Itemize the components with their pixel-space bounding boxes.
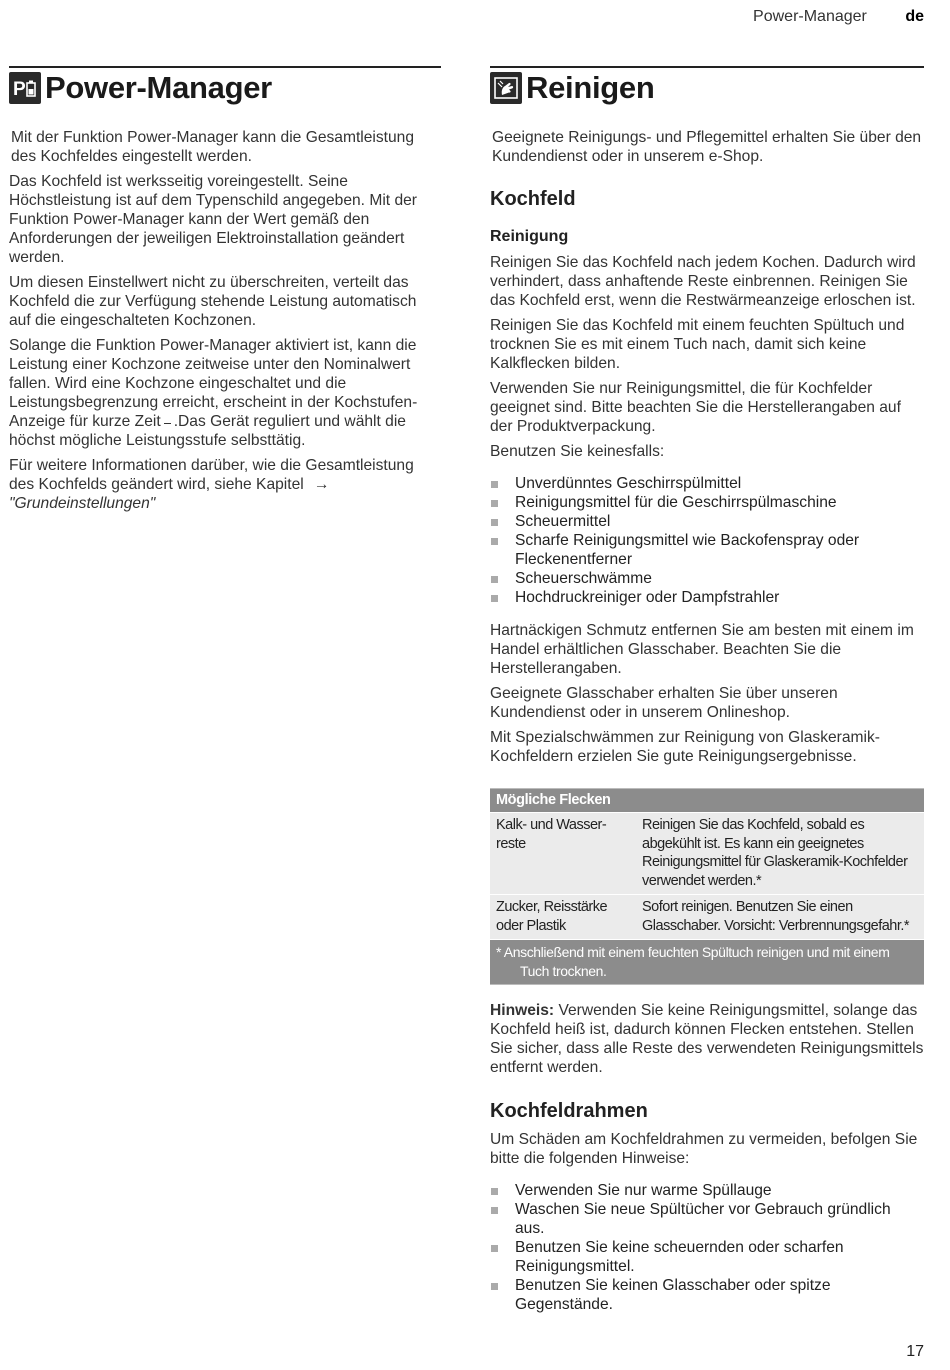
table-row <box>490 812 924 894</box>
section-title: Power-Manager <box>45 70 272 105</box>
section-rule <box>9 66 441 68</box>
list-item: Scheuermittel <box>490 512 924 531</box>
forbidden-cleaners-list <box>490 474 924 607</box>
paragraph: Reinigen Sie das Kochfeld nach jedem Kochen. Dadurch wird verhindert, dass anhaftende Reste einbrennen. Reinigen Sie das Kochfeld erst, wenn die Restwärmeanzeige erloschen ist. <box>490 254 916 309</box>
paragraph: Reinigen Sie das Kochfeld mit einem feuchten Spültuch und trocknen Sie es mit einem Tuch nach, damit sich keine Kalkflecken bilden. <box>490 317 905 372</box>
cleaning-icon <box>490 72 522 104</box>
paragraph <box>9 456 441 513</box>
subheading-reinigung: Reinigung <box>490 228 569 245</box>
table-cell-action: Sofort reinigen. Benutzen Sie einen Glasschaber. Vorsicht: Verbrennungsgefahr.* <box>642 899 910 934</box>
paragraph <box>9 336 441 450</box>
paragraph: Hartnäckigen Schmutz entfernen Sie am besten mit einem im Handel erhältlichen Glasschaber. Beachten Sie die Herstellerangaben. <box>490 622 914 677</box>
subheading-kochfeld: Kochfeld <box>490 188 576 210</box>
list-item: Scheuerschwämme <box>490 569 924 588</box>
table-row <box>490 894 924 939</box>
section-rule <box>490 66 924 68</box>
arrow-icon: → <box>313 476 330 493</box>
paragraph: Das Kochfeld ist werksseitig voreingestellt. Seine Höchstleistung ist auf dem Typenschild angegeben. Mit der Funktion Power-Manager kann der Wert gemäß den Anforderungen der jeweiligen Elektroinstallation geändert werden. <box>9 173 417 266</box>
intro-text: Geeignete Reinigungs- und Pflegemittel erhalten Sie über den Kundendienst oder in unserem e-Shop. <box>492 129 922 165</box>
list-item: Scharfe Reinigungsmittel wie Backofenspray oder Fleckenentferner <box>490 531 924 569</box>
paragraph: Um diesen Einstellwert nicht zu überschreiten, verteilt das Kochfeld die zur Verfügung stehende Leistung automatisch auf die eingeschalteten Kochzonen. <box>9 274 417 329</box>
page-number: 17 <box>906 1343 924 1360</box>
table-footnote: * Anschließend mit einem feuchten Spültuch reinigen und mit einem Tuch trocknen. <box>490 939 924 985</box>
list-item: Hochdruckreiniger oder Dampfstrahler <box>490 588 924 607</box>
paragraph: Benutzen Sie keinesfalls: <box>490 443 665 460</box>
power-manager-icon <box>9 72 41 104</box>
list-item: Unverdünntes Geschirrspülmittel <box>490 474 924 493</box>
table-cell-action: Reinigen Sie das Kochfeld, sobald es abgekühlt ist. Es kann ein geeignetes Reinigungsmittel für Glaskeramik-Kochfelder verwendet werden.* <box>642 817 908 889</box>
frame-care-list <box>490 1181 924 1314</box>
list-item: Waschen Sie neue Spültücher vor Gebrauch gründlich aus. <box>490 1200 924 1238</box>
table-header: Mögliche Flecken <box>490 789 924 812</box>
section-title: Reinigen <box>526 70 655 105</box>
display-dash-symbol <box>164 423 171 424</box>
list-item: Reinigungsmittel für die Geschirrspülmaschine <box>490 493 924 512</box>
left-column <box>9 66 441 513</box>
table-cell-stain: Zucker, Reisstärke oder Plastik <box>496 899 608 934</box>
list-item: Benutzen Sie keinen Glasschaber oder spitze Gegenstände. <box>490 1276 924 1314</box>
intro-text: Mit der Funktion Power-Manager kann die Gesamtleistung des Kochfeldes eingestellt werden. <box>11 129 415 165</box>
note-text: Verwenden Sie keine Reinigungsmittel, solange das Kochfeld heiß ist, dadurch können Flecken entstehen. Stellen Sie sicher, dass alle Reste des verwendeten Reinigungsmittels entfernt werden. <box>490 1002 924 1076</box>
svg-text:P: P <box>13 79 26 100</box>
note-label: Hinweis: <box>490 1002 555 1019</box>
paragraph-text: .Das Gerät reguliert und wählt die höchst mögliche Leistungsstufe selbsttätig. <box>9 413 406 449</box>
note-paragraph <box>490 1001 924 1077</box>
header-language: de <box>905 8 924 25</box>
right-column <box>490 66 924 1314</box>
chapter-reference-link[interactable]: "Grundeinstellungen" <box>9 495 156 512</box>
paragraph-text: Solange die Funktion Power-Manager aktiviert ist, kann die Leistung einer Kochzone zeitweise unter den Nominalwert fallen. Wird eine Kochzone eingeschaltet und die Leistungsbegrenzung erreicht, erscheint in der Kochstufen-Anzeige für kurze Zeit <box>9 337 418 430</box>
list-item: Benutzen Sie keine scheuernden oder scharfen Reinigungsmittel. <box>490 1238 924 1276</box>
paragraph: Verwenden Sie nur Reinigungsmittel, die für Kochfelder geeignet sind. Bitte beachten Sie die Herstellerangaben auf der Produktverpackung. <box>490 380 901 435</box>
list-item: Verwenden Sie nur warme Spüllauge <box>490 1181 924 1200</box>
stains-table <box>490 788 924 985</box>
paragraph-text: Für weitere Informationen darüber, wie die Gesamtleistung des Kochfelds geändert wird, siehe Kapitel <box>9 457 414 493</box>
section-heading <box>9 70 441 106</box>
section-heading <box>490 70 924 106</box>
subheading-kochfeldrahmen: Kochfeldrahmen <box>490 1100 648 1122</box>
paragraph: Mit Spezialschwämmen zur Reinigung von Glaskeramik-Kochfeldern erzielen Sie gute Reinigungsergebnisse. <box>490 729 880 765</box>
header-section: Power-Manager <box>753 8 867 25</box>
table-cell-stain: Kalk- und Wasser-reste <box>496 817 607 852</box>
paragraph: Geeignete Glasschaber erhalten Sie über unseren Kundendienst oder in unserem Onlineshop. <box>490 685 838 721</box>
paragraph: Um Schäden am Kochfeldrahmen zu vermeiden, befolgen Sie bitte die folgenden Hinweise: <box>490 1131 918 1167</box>
page-header <box>753 8 924 26</box>
